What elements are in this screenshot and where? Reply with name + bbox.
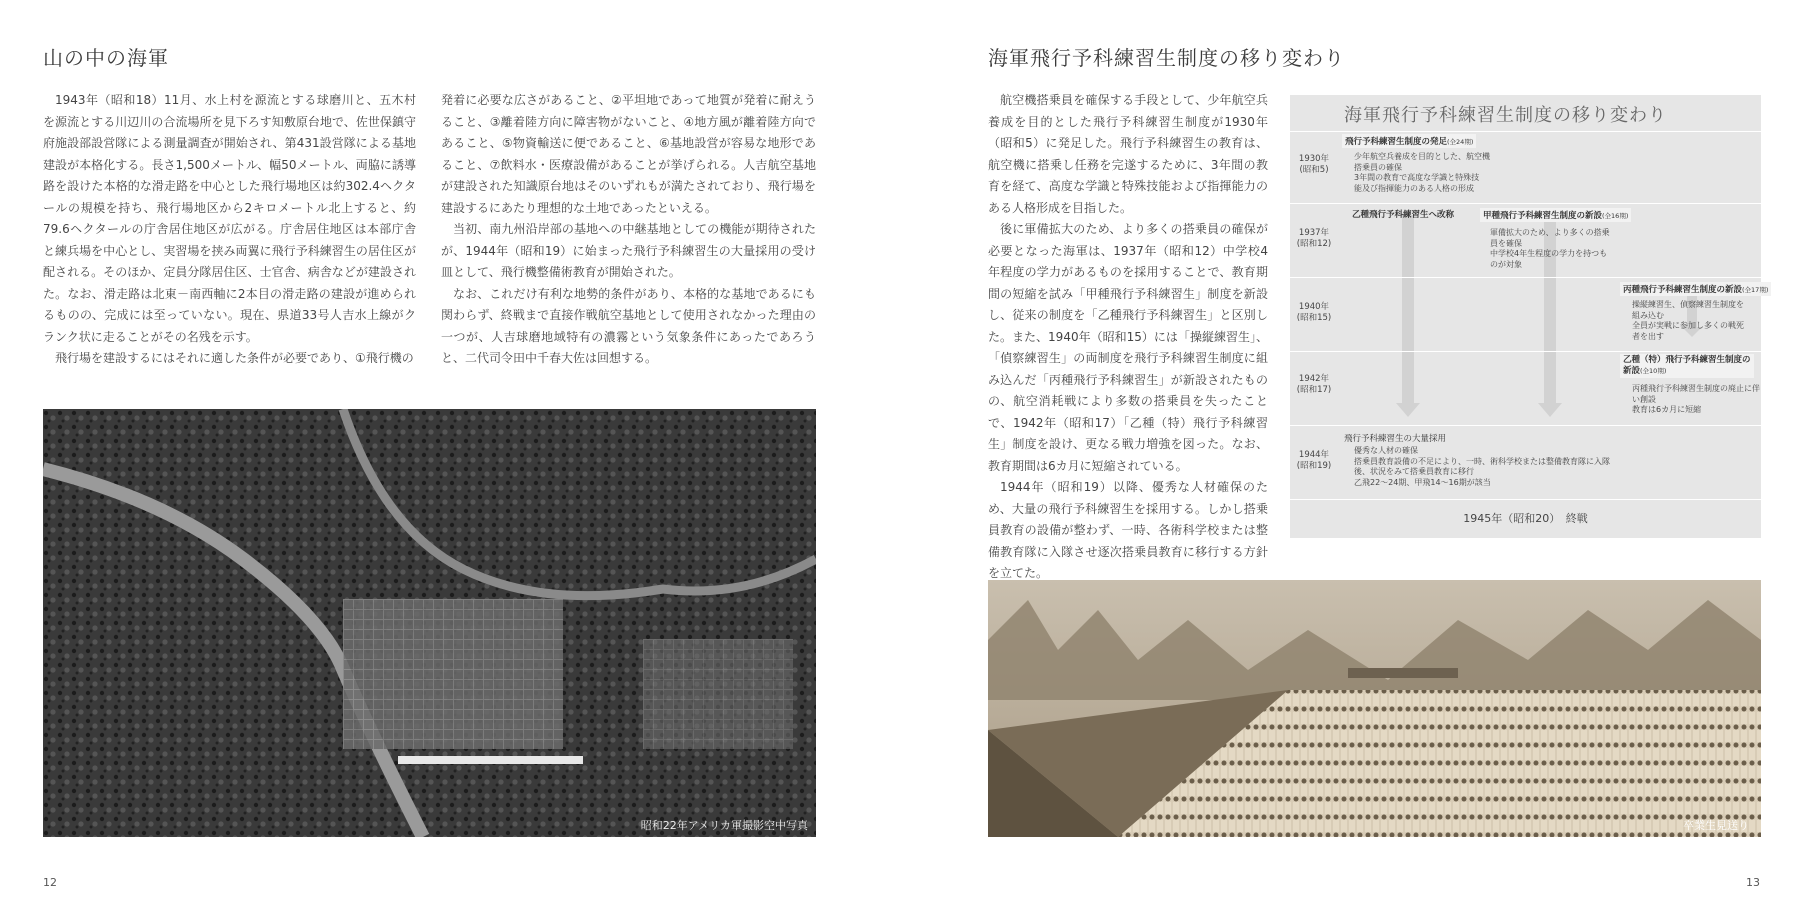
year-label: 1940年 (昭和15) <box>1296 302 1332 323</box>
aerial-photo-caption: 昭和22年アメリカ軍撮影空中写真 <box>640 819 808 832</box>
system-description: 少年航空兵養成を目的とした、航空機 搭乗員の確保 3年間の教育で高度な学識と特殊技 能及び指揮能力のある人格の形成 <box>1354 152 1490 193</box>
left-text-column-1 <box>43 90 416 370</box>
paragraph: 航空機搭乗員を確保する手段として、少年航空兵養成を目的とした飛行予科練習生制度が1930年（昭和5）に発足した。飛行予科練習生の教育は、航空機に搭乗し任務を完遂するために、3年間の教育を経て、高度な学識と特殊技能および指揮能力のある人格形成を目指した。 <box>988 93 1268 215</box>
paragraph: なお、これだけ有利な地勢的条件があり、本格的な基地であるにも関わらず、終戦まで直接作戦航空基地として使用されなかった理由の一つが、人吉球磨地域特有の濃霧という気象条件にあったであろうと、二代司令田中千春大佐は回想する。 <box>441 286 816 365</box>
end-of-war-label: 1945年（昭和20） 終戦 <box>1463 512 1588 525</box>
system-description: 丙種飛行予科練習生制度の廃止に伴 い創設 教育は6カ月に短縮 <box>1632 384 1760 414</box>
aerial-photo <box>43 409 816 837</box>
year-label: 1942年 (昭和17) <box>1296 374 1332 395</box>
timeline-row-1945 <box>1290 499 1761 538</box>
left-page-title: 山の中の海軍 <box>43 46 169 70</box>
system-description: 軍備拡大のため、より多くの搭乗 員を確保 中学校4年生程度の学力を持つも のが対象 <box>1490 228 1610 269</box>
right-page-title: 海軍飛行予科練習生制度の移り変わり <box>988 46 1345 70</box>
system-description: 優秀な人材の確保 搭乗員教育設備の不足により、一時、術科学校または整備教育隊に入隊 後、状況をみて搭乗員教育に移行 乙飛22～24期、甲飛14～16期が該当 <box>1354 446 1610 487</box>
system-heading: 乙種（特）飛行予科練習生制度の 新設(全10期) <box>1620 354 1754 378</box>
paragraph: 飛行場を建設するにはそれに適した条件が必要であり、①飛行機の <box>55 351 414 365</box>
timeline-row-1944 <box>1290 425 1761 498</box>
page-number-left: 12 <box>43 876 57 889</box>
system-description: 操縦練習生、偵察練習生制度を 組み込む 全員が実戦に参加し多くの戦死 者を出す <box>1632 300 1744 341</box>
paragraph: 当初、南九州沿岸部の基地への中継基地としての機能が期待されたが、1944年（昭和19）に始まった飛行予科練習生の大量採用の受け皿として、飛行機整備術教育が開始された。 <box>441 222 816 279</box>
paragraph: 発着に必要な広さがあること、②平坦地であって地質が発着に耐えうること、③離着陸方向に障害物がないこと、④地方風が離着陸方向であること、⑤物資輸送に便であること、⑥基地設営が容易な地形であること、⑦飲料水・医療設備があることが挙げられる。人吉航空基地が建設された知識原台地はそのいずれもが満たされており、飛行場を建設するにあたり理想的な土地であったといえる。 <box>441 93 816 215</box>
right-text-column <box>988 90 1268 585</box>
timeline-row-1930 <box>1290 131 1761 202</box>
timeline-row-1940 <box>1290 277 1769 350</box>
system-heading: 飛行予科練習生制度の発足(全24期) <box>1342 134 1476 148</box>
paragraph: 1944年（昭和19）以降、優秀な人材確保のため、大量の飛行予科練習生を採用する。しかし搭乗員教育の設備が整わず、一時、各術科学校または整備教育隊に入隊させ逐次搭乗員教育に移行する方針を立てた。 <box>988 480 1268 580</box>
page-number-right: 13 <box>1746 876 1760 889</box>
paragraph: 1943年（昭和18）11月、水上村を源流とする球磨川と、五木村を源流とする川辺川の合流場所を見下ろす知敷原台地で、佐世保鎮守府施設部設営隊による測量調査が開始され、第431設営隊による基地建設が本格化する。長さ1,500メートル、幅50メートル、両脇に誘導路を設けた本格的な滑走路を中心とした飛行場地区は約302.4ヘクタールの規模を持ち、飛行場地区から2キロメートル北上すると、約79.6ヘクタールの庁舎居住地区が広がる。庁舎居住地区は本部庁舎と練兵場を中心とし、実習場を挟み両翼に飛行予科練習生の居住区が配される。そのほか、定員分隊居住区、士官舎、病舎などが建設された。なお、滑走路は北東－南西軸に2本目の滑走路の建設が進められるものの、完成には至っていない。現在、県道33号人吉水上線がクランク状に走ることがその名残を示す。 <box>43 93 416 344</box>
system-heading: 乙種飛行予科練習生へ改称 <box>1352 210 1455 220</box>
year-label: 1930年 (昭和5) <box>1298 154 1330 175</box>
graduation-photo <box>988 580 1761 837</box>
system-timeline-diagram <box>1290 95 1769 538</box>
year-label: 1944年 (昭和19) <box>1296 450 1332 471</box>
left-text-column-2 <box>441 90 816 370</box>
graduation-photo-caption: 卒業生見送り <box>1683 819 1749 832</box>
timeline-row-1937 <box>1290 203 1761 276</box>
diagram-title: 海軍飛行予科練習生制度の移り変わり <box>1344 105 1667 126</box>
year-label: 1937年 (昭和12) <box>1296 228 1332 249</box>
paragraph: 後に軍備拡大のため、より多くの搭乗員の確保が必要となった海軍は、1937年（昭和12）中学校4年程度の学力があるものを採用することで、教育期間の短縮を試み「甲種飛行予科練習生」制度を新設し、従来の制度を「乙種飛行予科練習生」と区別した。また、1940年（昭和15）には「操縦練習生」、「偵察練習生」の両制度を飛行予科練習生制度に組み込んだ「丙種飛行予科練習生」が新設されたものの、航空消耗戦により多数の搭乗員を失ったことで、1942年（昭和17）「乙種（特）飛行予科練習生」制度を設け、更なる戦力増強を図った。なお、教育期間は6カ月に短縮されている。 <box>988 222 1268 473</box>
system-heading: 甲種飛行予科練習生制度の新設(全16期) <box>1480 208 1631 222</box>
timeline-row-1942 <box>1290 351 1761 424</box>
system-heading: 飛行予科練習生の大量採用 <box>1344 434 1447 444</box>
system-heading: 丙種飛行予科練習生制度の新設(全17期) <box>1620 282 1771 296</box>
